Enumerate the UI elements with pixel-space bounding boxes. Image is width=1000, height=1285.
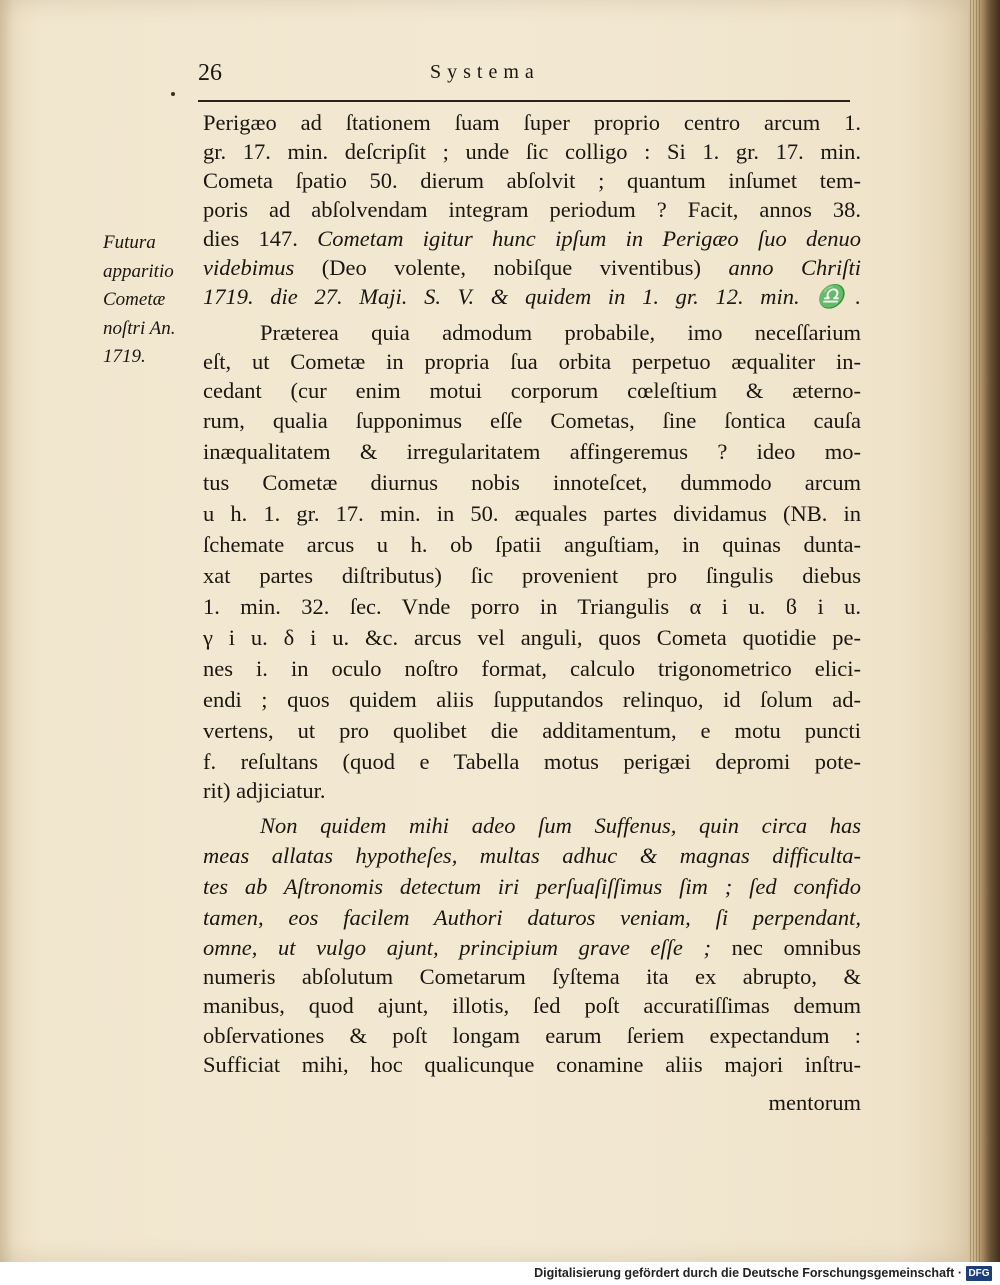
text-line: 1. min. 32. ſec. Vnde porro in Triangulis α i u. ϐ i u. bbox=[203, 594, 861, 619]
text-line: Cometa ſpatio 50. dierum abſolvit ; quantum inſumet tem- bbox=[203, 168, 861, 193]
text-line: gr. 17. min. deſcripſit ; unde ſic colligo : Si 1. gr. 17. min. bbox=[203, 139, 861, 164]
book-edge bbox=[968, 0, 1000, 1262]
catchword: mentorum bbox=[768, 1090, 861, 1115]
text-line: xat partes diſtributus) ſic provenient pro ſingulis diebus bbox=[203, 563, 861, 588]
text-line: tes ab Aſtronomis detectum iri perſuaſiſſimus ſim ; ſed confido bbox=[203, 874, 861, 899]
text-line: cedant (cur enim motui corporum cœleſtium & æterno- bbox=[203, 378, 861, 403]
text-line: tamen, eos facilem Authori daturos veniam, ſi perpendant, bbox=[203, 905, 861, 930]
text-span: dies 147. bbox=[203, 226, 318, 251]
page-number: 26 bbox=[198, 60, 222, 86]
text-line: ſchemate arcus u h. ob ſpatii anguſtiam, in quinas dunta- bbox=[203, 532, 861, 557]
text-line: rit) adjiciatur. bbox=[203, 778, 326, 803]
text-line: Non quidem mihi adeo ſum Suffenus, quin circa has bbox=[260, 813, 861, 838]
text-line: inæqualitatem & irregularitatem affingeremus ? ideo mo- bbox=[203, 439, 861, 464]
italic-span: Cometam igitur hunc ipſum in Perigæo ſuo denuo bbox=[317, 226, 861, 251]
text-line: numeris abſolutum Cometarum ſyſtema ita ex abrupto, & bbox=[203, 964, 861, 989]
margin-note-line: 1719. bbox=[103, 346, 146, 367]
margin-note-line: Cometæ bbox=[103, 289, 166, 310]
margin-note-line: noſtri An. bbox=[103, 318, 176, 339]
margin-note-line: apparitio bbox=[103, 261, 174, 282]
text-line: nes i. in oculo noſtro format, calculo trigonometrico elici- bbox=[203, 656, 861, 681]
running-head: Systema bbox=[430, 61, 540, 83]
text-line: vertens, ut pro quolibet die additamentum, e motu puncti bbox=[203, 718, 861, 743]
footer-credit: Digitalisierung gefördert durch die Deutsche Forschungsgemeinschaft · bbox=[534, 1266, 962, 1280]
margin-note-line: Futura bbox=[103, 232, 156, 253]
text-line: endi ; quos quidem aliis ſupputandos relinquo, id ſolum ad- bbox=[203, 687, 861, 712]
text-line: u h. 1. gr. 17. min. in 50. æquales partes dividamus (NB. in bbox=[203, 501, 861, 526]
text-line: Perigæo ad ſtationem ſuam ſuper proprio centro arcum 1. bbox=[203, 110, 861, 135]
text-line: rum, qualia ſupponimus eſſe Cometas, ſine ſontica cauſa bbox=[203, 408, 861, 433]
ink-mark bbox=[171, 92, 175, 96]
text-line: obſervationes & poſt longam earum ſeriem expectandum : bbox=[203, 1023, 861, 1048]
text-line: 1719. die 27. Maji. S. V. & quidem in 1. gr. 12. min. ♎. bbox=[203, 284, 861, 309]
italic-span: omne, ut vulgo ajunt, principium grave eſſe ; bbox=[203, 935, 732, 960]
text-line bbox=[203, 933, 861, 962]
text-span: (Deo volente, nobiſque viventibus) bbox=[294, 255, 729, 280]
italic-span: anno Chriſti bbox=[728, 255, 861, 280]
text-line: Sufficiat mihi, hoc qualicunque conamine aliis majori inſtru- bbox=[203, 1052, 861, 1077]
italic-span: videbimus bbox=[203, 255, 295, 280]
text-line: f. reſultans (quod e Tabella motus perigæi depromi pote- bbox=[203, 749, 861, 774]
text-line bbox=[203, 253, 861, 282]
text-span: nec omnibus bbox=[731, 935, 862, 960]
text-line: eſt, ut Cometæ in propria ſua orbita perpetuo æqualiter in- bbox=[203, 349, 861, 374]
text-line: manibus, quod ajunt, illotis, ſed poſt accuratiſſimas demum bbox=[203, 993, 861, 1018]
header-rule bbox=[198, 100, 850, 102]
text-line bbox=[203, 224, 861, 253]
dfg-logo: DFG bbox=[966, 1266, 992, 1281]
text-line: tus Cometæ diurnus nobis innoteſcet, dummodo arcum bbox=[203, 470, 861, 495]
text-line: γ i u. δ i u. &c. arcus vel anguli, quos Cometa quotidie pe- bbox=[203, 625, 861, 650]
text-line: Præterea quia admodum probabile, imo neceſſarium bbox=[260, 320, 861, 345]
text-line: meas allatas hypotheſes, multas adhuc & magnas difficulta- bbox=[203, 843, 861, 868]
text-line: poris ad abſolvendam integram periodum ? Facit, annos 38. bbox=[203, 197, 861, 222]
